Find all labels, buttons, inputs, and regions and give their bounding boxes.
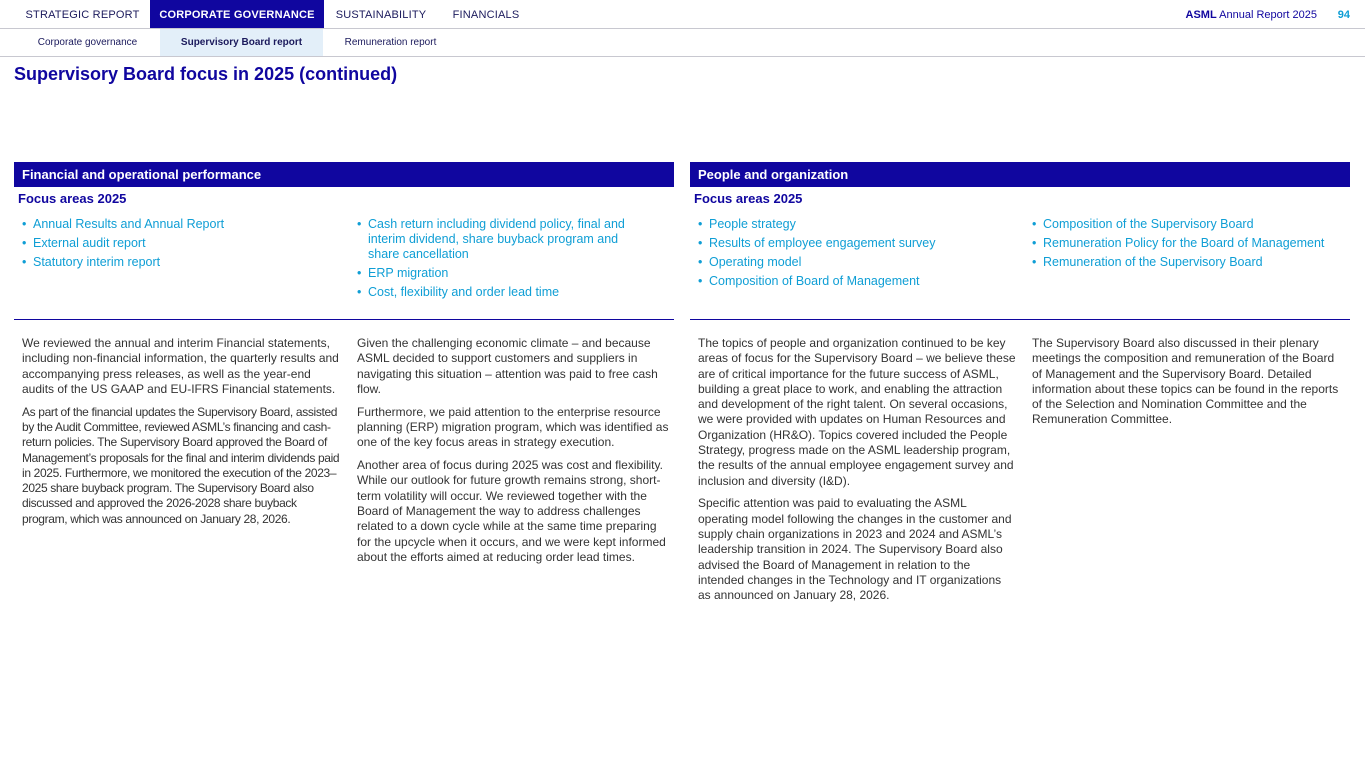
subtab-remuneration-report[interactable]: Remuneration report: [344, 37, 437, 48]
text-column-people-left: [698, 336, 1016, 611]
focus-areas-label: Focus areas 2025: [694, 191, 803, 206]
paragraph: We reviewed the annual and interim Financial statements, including non-financial information, the quarterly results and accompanying press releases, as well as the year-end audits of the US GAAP and EU-IFRS Financial statements.: [22, 336, 339, 396]
paragraph: The topics of people and organization continued to be key areas of focus for the Supervisory Board – we believe these are of critical importance for the future success of ASML, building a great place to work, and enabling the attraction and development of the right talent. On several occasions, we were provided with updates on Human Resources and Organization (HR&O). Topics covered included the People Strategy, progress made on the ASML leadership program, the results of the annual employee engagement survey and inclusion and diversity (I&D).: [698, 336, 1016, 488]
text-column-financial-right: [357, 336, 671, 573]
list-item: • Cost, flexibility and order lead time: [357, 285, 647, 300]
divider: [690, 319, 1350, 320]
text-column-financial-left: [22, 336, 340, 535]
tab-strategic-report[interactable]: STRATEGIC REPORT: [25, 9, 140, 21]
list-item: • Statutory interim report: [22, 255, 322, 270]
paragraph: As part of the financial updates the Supervisory Board, assisted by the Audit Committee, reviewed ASML’s financing and cash-return policies. The Supervisory Board approved the Board of Management’s proposals for the final and interim dividends paid in 2025. Furthermore, we monitored the execution of the 2023–2025 share buyback program. The Supervisory Board also discussed and approved the 2026-2028 share buyback program, which was announced on January 28, 2026.: [22, 404, 340, 526]
list-item: • ERP migration: [357, 266, 647, 281]
list-item: • Remuneration Policy for the Board of Management: [1032, 236, 1350, 251]
focus-list-financial-right: [357, 217, 647, 304]
panel-heading-financial: Financial and operational performance: [14, 162, 674, 187]
page-title: Supervisory Board focus in 2025 (continued): [14, 64, 398, 84]
paragraph: The Supervisory Board also discussed in their plenary meetings the composition and remuneration of the Board of Management and the Supervisory Board. Detailed information about these topics can be found in the reports of the Selection and Nomination Committee and the Remuneration Committee.: [1032, 336, 1339, 427]
top-navigation: [0, 0, 1365, 29]
focus-list-people-right: [1032, 217, 1350, 274]
divider: [14, 319, 674, 320]
list-item: • Operating model: [698, 255, 1008, 270]
tab-financials[interactable]: FINANCIALS: [452, 9, 520, 21]
focus-list-people-left: [698, 217, 1008, 293]
page-number: 94: [1337, 9, 1350, 21]
list-item: • People strategy: [698, 217, 1008, 232]
panel-heading-people: People and organization: [690, 162, 1350, 187]
list-item: • Results of employee engagement survey: [698, 236, 1008, 251]
paragraph: Given the challenging economic climate – and because ASML decided to support customers and suppliers in navigating this situation – attention was paid to free cash flow.: [357, 336, 658, 396]
paragraph: Furthermore, we paid attention to the enterprise resource planning (ERP) migration program, which was identified as one of the key focus areas in strategy execution.: [357, 404, 669, 450]
list-item: • Composition of Board of Management: [698, 274, 1008, 289]
brand-report-title: Annual Report 2025: [1216, 9, 1317, 21]
report-brand: [1186, 0, 1317, 28]
text-column-people-right: [1032, 336, 1342, 435]
paragraph: Specific attention was paid to evaluating the ASML operating model following the changes in the customer and supply chain organizations in 2023 and 2024 and ASML’s leadership transition in 2024. The Supervisory Board also advised the Board of Management in relation to the intended changes in the Technology and IT organizations as announced on January 28, 2026.: [698, 496, 1012, 603]
list-item: • Remuneration of the Supervisory Board: [1032, 255, 1350, 270]
brand-name: ASML: [1185, 9, 1217, 21]
focus-list-financial-left: [22, 217, 322, 274]
list-item: • External audit report: [22, 236, 322, 251]
list-item: • Annual Results and Annual Report: [22, 217, 322, 232]
sub-navigation: [0, 29, 1365, 57]
paragraph: Another area of focus during 2025 was cost and flexibility. While our outlook for future growth remains strong, short-term volatility will occur. We reviewed together with the Board of Management the way to address challenges related to a down cycle while at the same time preparing for the upcycle when it occurs, and we were kept informed about the efforts aimed at reducing order lead times.: [357, 458, 666, 564]
subtab-corporate-governance[interactable]: Corporate governance: [37, 37, 138, 48]
list-item: • Cash return including dividend policy, final and interim dividend, share buyback program and share cancellation: [357, 217, 647, 262]
focus-areas-label: Focus areas 2025: [18, 191, 127, 206]
tab-sustainability[interactable]: SUSTAINABILITY: [335, 9, 427, 21]
list-item: • Composition of the Supervisory Board: [1032, 217, 1350, 232]
tab-corporate-governance[interactable]: CORPORATE GOVERNANCE: [150, 0, 324, 28]
subtab-supervisory-board-report[interactable]: Supervisory Board report: [160, 29, 323, 56]
